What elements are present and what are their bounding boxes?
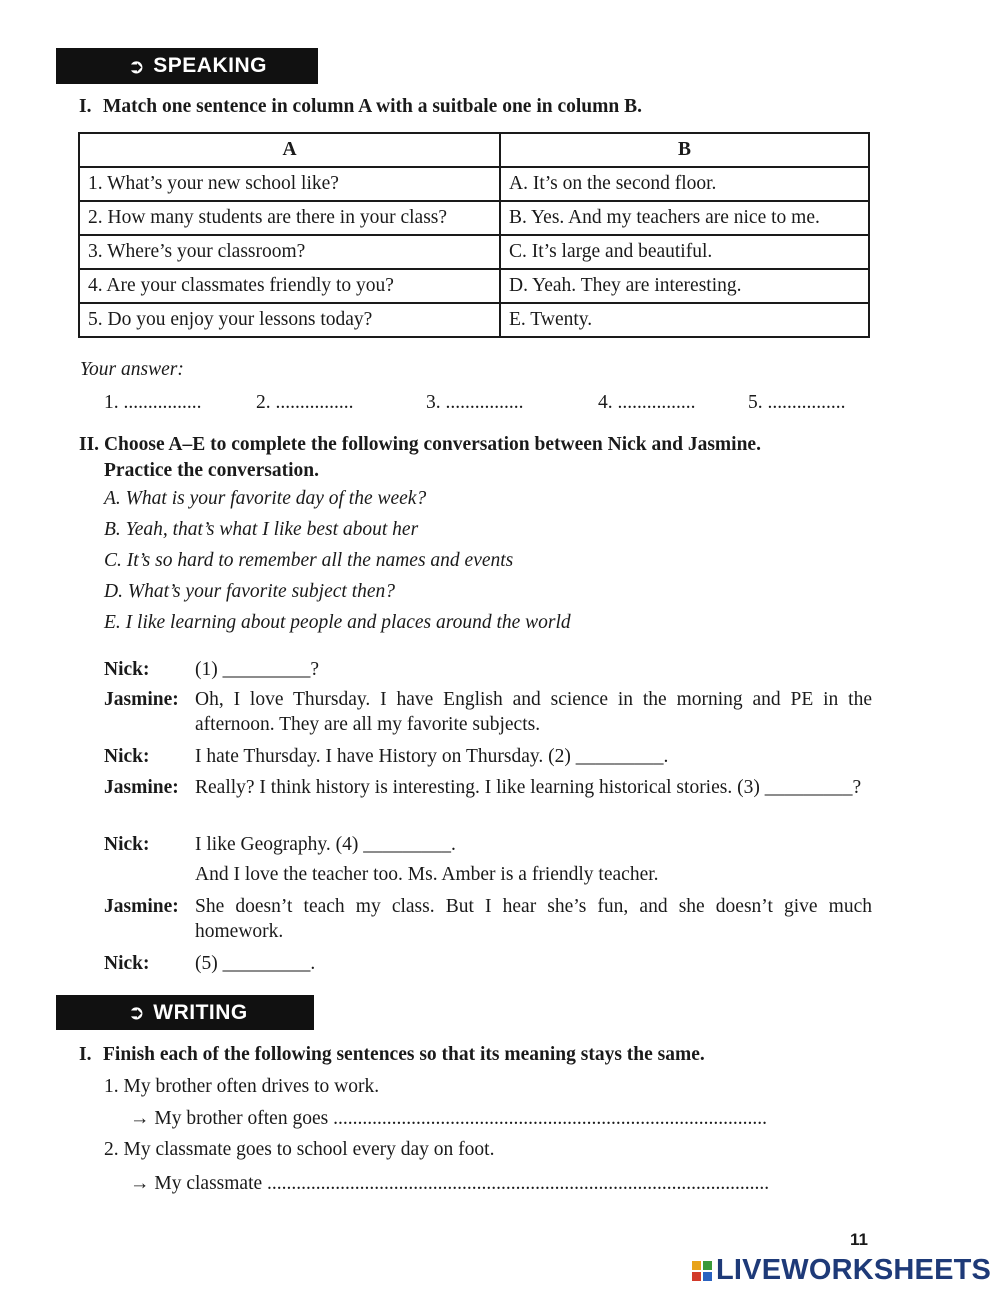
dialog-text: And I love the teacher too. Ms. Amber is a friendly teacher. (195, 864, 659, 885)
dialog-text: She doesn’t teach my class. But I hear she’s fun, and she doesn’t give much homework. (195, 896, 872, 942)
writing-ex1-heading: I. Finish each of the following sentences so that its meaning stays the same. (79, 1044, 705, 1065)
answer-blank-5[interactable]: 5. ................ (748, 392, 846, 413)
writing-banner (56, 995, 314, 1030)
column-a-cell: 4. Are your classmates friendly to you? (79, 269, 500, 303)
speaking-label: SPEAKING (153, 54, 267, 77)
column-a-cell: 1. What’s your new school like? (79, 167, 500, 201)
speaking-ex1-heading: I. Match one sentence in column A with a suitbale one in column B. (79, 96, 642, 117)
column-b-cell: D. Yeah. They are interesting. (500, 269, 869, 303)
dialog-text: Really? I think history is interesting. I like learning historical stories. (3) _________? (195, 777, 862, 798)
option-e: E. I like learning about people and places around the world (104, 612, 571, 633)
column-a-cell: 2. How many students are there in your class? (79, 201, 500, 235)
dialog-text: I like Geography. (4) _________. (195, 834, 456, 855)
table-row (79, 167, 869, 201)
arrow-icon: ➲ (128, 55, 146, 78)
matching-table (78, 132, 870, 338)
column-a-cell: 3. Where’s your classroom? (79, 235, 500, 269)
logo-block (703, 1272, 712, 1281)
logo-block (692, 1272, 701, 1281)
dialog-text: Oh, I love Thursday. I have English and science in the morning and PE in the afternoon. They are all my favorite subjects. (195, 689, 872, 735)
logo-block (692, 1261, 701, 1270)
dialog-text: (1) _________? (195, 659, 320, 680)
column-b-header: B (500, 133, 869, 167)
column-b-cell: E. Twenty. (500, 303, 869, 337)
logo-blocks-icon (692, 1261, 712, 1281)
speaker: Nick: (104, 834, 150, 855)
answer-blank-1[interactable]: 1. ................ (104, 392, 202, 413)
table-row (79, 201, 869, 235)
option-a: A. What is your favorite day of the week? (104, 488, 427, 509)
your-answer-label: Your answer: (80, 359, 184, 380)
writing-item-2-prompt: 2. My classmate goes to school every day on foot. (104, 1139, 495, 1160)
speaker: Nick: (104, 953, 150, 974)
speaker: Nick: (104, 746, 150, 767)
answer-blank-2[interactable]: 2. ................ (256, 392, 354, 413)
column-a-cell: 5. Do you enjoy your lessons today? (79, 303, 500, 337)
page-number: 11 (850, 1230, 868, 1249)
speaker: Jasmine: (104, 896, 179, 917)
speaking-ex2-heading-line2: Practice the conversation. (104, 460, 319, 481)
table-row (79, 235, 869, 269)
option-b: B. Yeah, that’s what I like best about her (104, 519, 419, 540)
speaker: Jasmine: (104, 689, 179, 710)
speaking-banner (56, 48, 318, 84)
table-row (79, 303, 869, 337)
table-row (79, 269, 869, 303)
answer-blank-3[interactable]: 3. ................ (426, 392, 524, 413)
table-header-row (79, 133, 869, 167)
speaker: Nick: (104, 659, 150, 680)
brand-name: LIVEWORKSHEETS (716, 1254, 992, 1286)
logo-block (703, 1261, 712, 1270)
column-b-cell: B. Yes. And my teachers are nice to me. (500, 201, 869, 235)
option-c: C. It’s so hard to remember all the names and events (104, 550, 514, 571)
dialog-text: (5) _________. (195, 953, 316, 974)
speaker: Jasmine: (104, 777, 179, 798)
writing-item-1-answer[interactable]: → My brother often goes ......................................................................................... (130, 1108, 767, 1129)
column-a-header: A (79, 133, 500, 167)
arrow-icon: ➲ (128, 1002, 146, 1024)
answer-blank-4[interactable]: 4. ................ (598, 392, 696, 413)
writing-item-2-answer[interactable]: → My classmate ....................................................................................................... (130, 1173, 770, 1194)
column-b-cell: C. It’s large and beautiful. (500, 235, 869, 269)
liveworksheets-logo (692, 1254, 991, 1287)
option-d: D. What’s your favorite subject then? (104, 581, 396, 602)
column-b-cell: A. It’s on the second floor. (500, 167, 869, 201)
writing-label: WRITING (153, 1000, 248, 1024)
speaking-ex2-heading: II. Choose A–E to complete the following conversation between Nick and Jasmine. (79, 434, 761, 455)
writing-item-1-prompt: 1. My brother often drives to work. (104, 1076, 380, 1097)
dialog-text: I hate Thursday. I have History on Thursday. (2) _________. (195, 746, 669, 767)
